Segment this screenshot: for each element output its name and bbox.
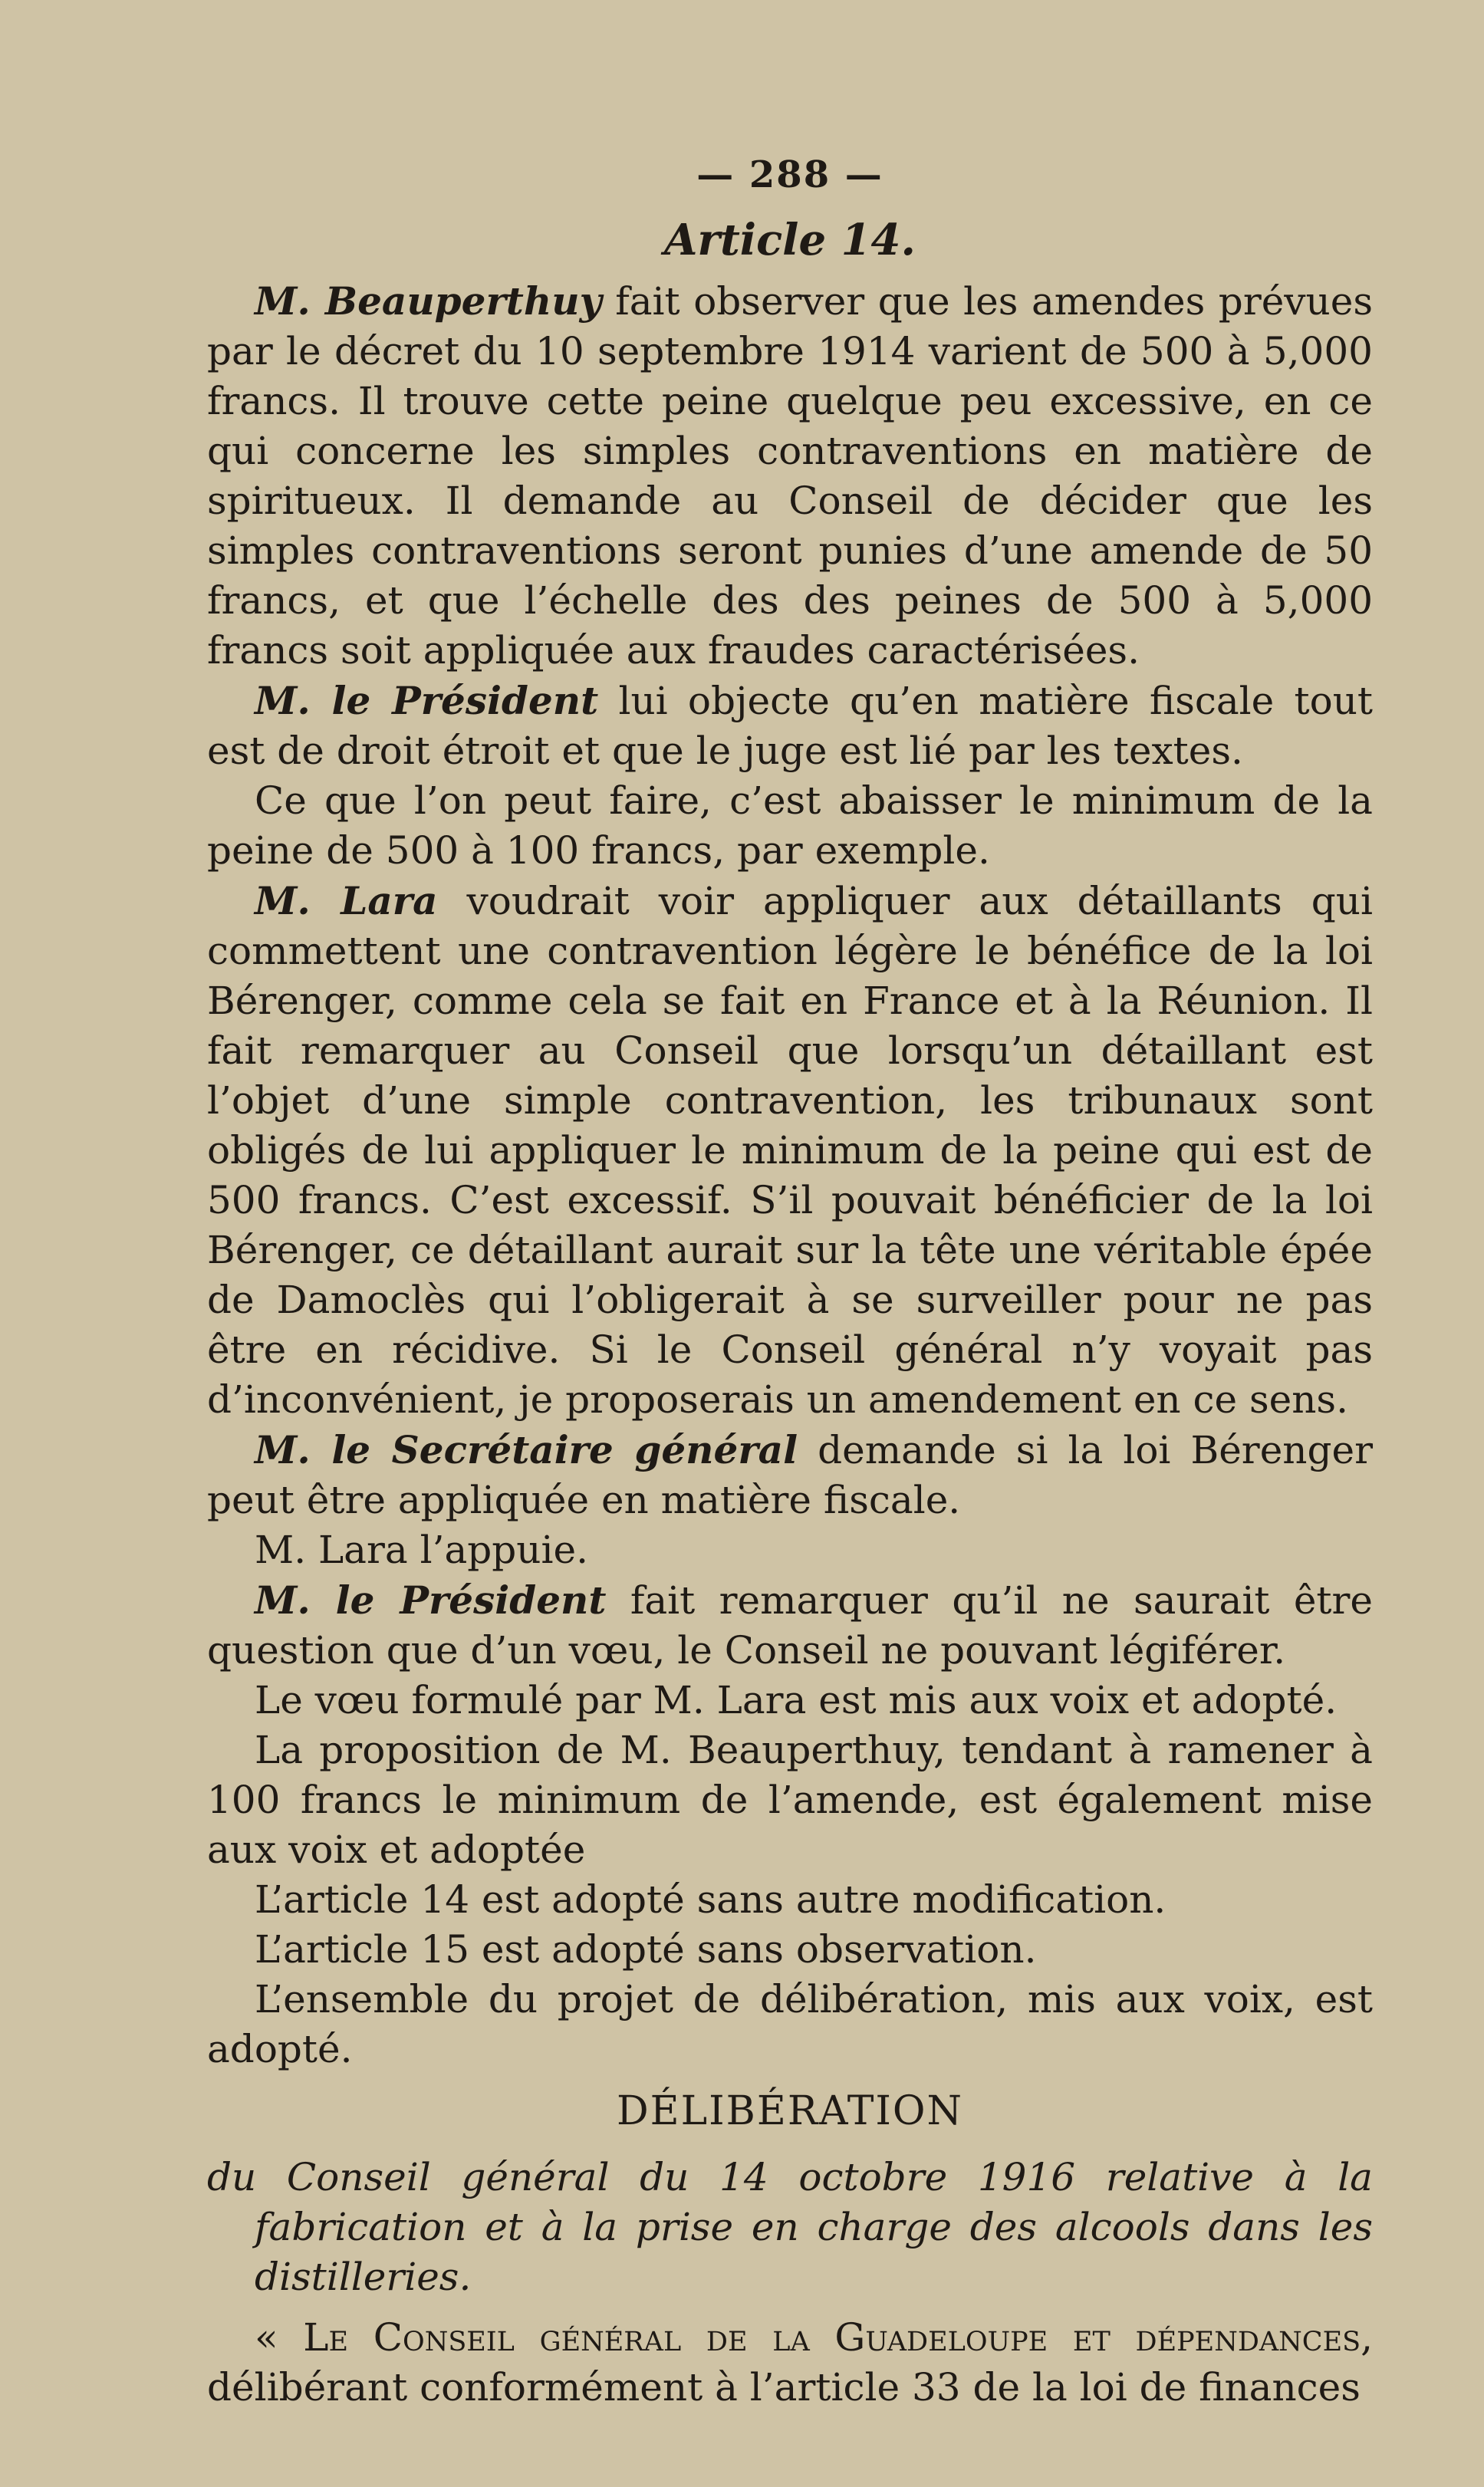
article-heading: Article 14.: [663, 215, 916, 265]
paragraph-president-objection: [207, 676, 1373, 776]
paragraph-proposition: La proposition de M. Beauperthuy, tendant à ramener à 100 francs le minimum de l’amende, est également mise aux voix et adoptée: [207, 1728, 1373, 1872]
page-body: [207, 153, 1373, 2413]
paragraph-text: demande si la loi Bérenger peut être appliquée en matière fiscale.: [207, 1428, 1373, 1522]
paragraph-lara-appuie: M. Lara l’appuie.: [255, 1528, 588, 1572]
paragraph-conseil-general: [207, 2313, 1373, 2413]
paragraph-lara: [207, 876, 1373, 1425]
assembly-name: Le Conseil général de la Guadeloupe et dépendances,: [303, 2315, 1374, 2360]
speaker-name: M. le Président: [255, 1577, 607, 1623]
paragraph-text: lui objecte qu’en matière fiscale tout est de droit étroit et que le juge est lié par les textes.: [207, 679, 1373, 773]
paragraph-ensemble: L’ensemble du projet de délibération, mis aux voix, est adopté.: [207, 1977, 1373, 2071]
deliberation-title: DÉLIBÉRATION: [616, 2088, 964, 2134]
paragraph-voeu-adopte: Le vœu formulé par M. Lara est mis aux voix et adopté.: [255, 1678, 1338, 1722]
page-number: — 288 —: [696, 153, 883, 196]
paragraph-text: fait observer que les amendes prévues par le décret du 10 septembre 1914 varient de 500 à 5,000 francs. Il trouve cette peine quelque peu excessive, en ce qui concerne les simples contraventions en matière de spiritueux. Il demande au Conseil de décider que les simples contraventions seront punies d’une amende de 50 francs, et que l’échelle des des peines de 500 à 5,000 francs soit appliquée aux fraudes caractérisées.: [207, 279, 1374, 673]
paragraph-article-15: L’article 15 est adopté sans observation.: [255, 1927, 1037, 1972]
paragraph-beauperthuy: [207, 276, 1373, 676]
speaker-name: M. le Président: [255, 678, 599, 723]
speaker-name: M. Lara: [255, 878, 438, 923]
paragraph-text: délibérant conformément à l’article 33 de la loi de finances: [207, 2365, 1361, 2410]
paragraph-minimum: Ce que l’on peut faire, c’est abaisser le minimum de la peine de 500 à 100 francs, par exemple.: [207, 778, 1373, 873]
paragraph-article-14: L’article 14 est adopté sans autre modification.: [255, 1877, 1166, 1922]
paragraph-president-voeu: [207, 1575, 1373, 1676]
paragraph-text: fait remarquer qu’il ne saurait être question que d’un vœu, le Conseil ne pouvant légiférer.: [207, 1578, 1373, 1673]
speaker-name: M. le Secrétaire général: [255, 1427, 798, 1472]
open-quote: «: [255, 2315, 304, 2360]
paragraph-secretaire: [207, 1425, 1373, 1525]
deliberation-subtitle: du Conseil général du 14 octobre 1916 relative à la fabrication et à la prise en charge des alcools dans les distilleries.: [207, 2155, 1373, 2299]
speaker-name: M. Beauperthuy: [255, 278, 602, 324]
paragraph-text: voudrait voir appliquer aux détaillants qui commettent une contravention légère le bénéfice de la loi Bérenger, comme cela se fait en France et à la Réunion. Il fait remarquer au Conseil que lorsqu’un détaillant est l’objet d’une simple contravention, les tribunaux sont obligés de lui appliquer le minimum de la peine qui est de 500 francs. C’est excessif. S’il pouvait bénéficier de la loi Bérenger, ce détaillant aurait sur la tête une véritable épée de Damoclès qui l’obligerait à se surveiller pour ne pas être en récidive. Si le Conseil général n’y voyait pas d’inconvénient, je proposerais un amendement en ce sens.: [207, 879, 1373, 1422]
